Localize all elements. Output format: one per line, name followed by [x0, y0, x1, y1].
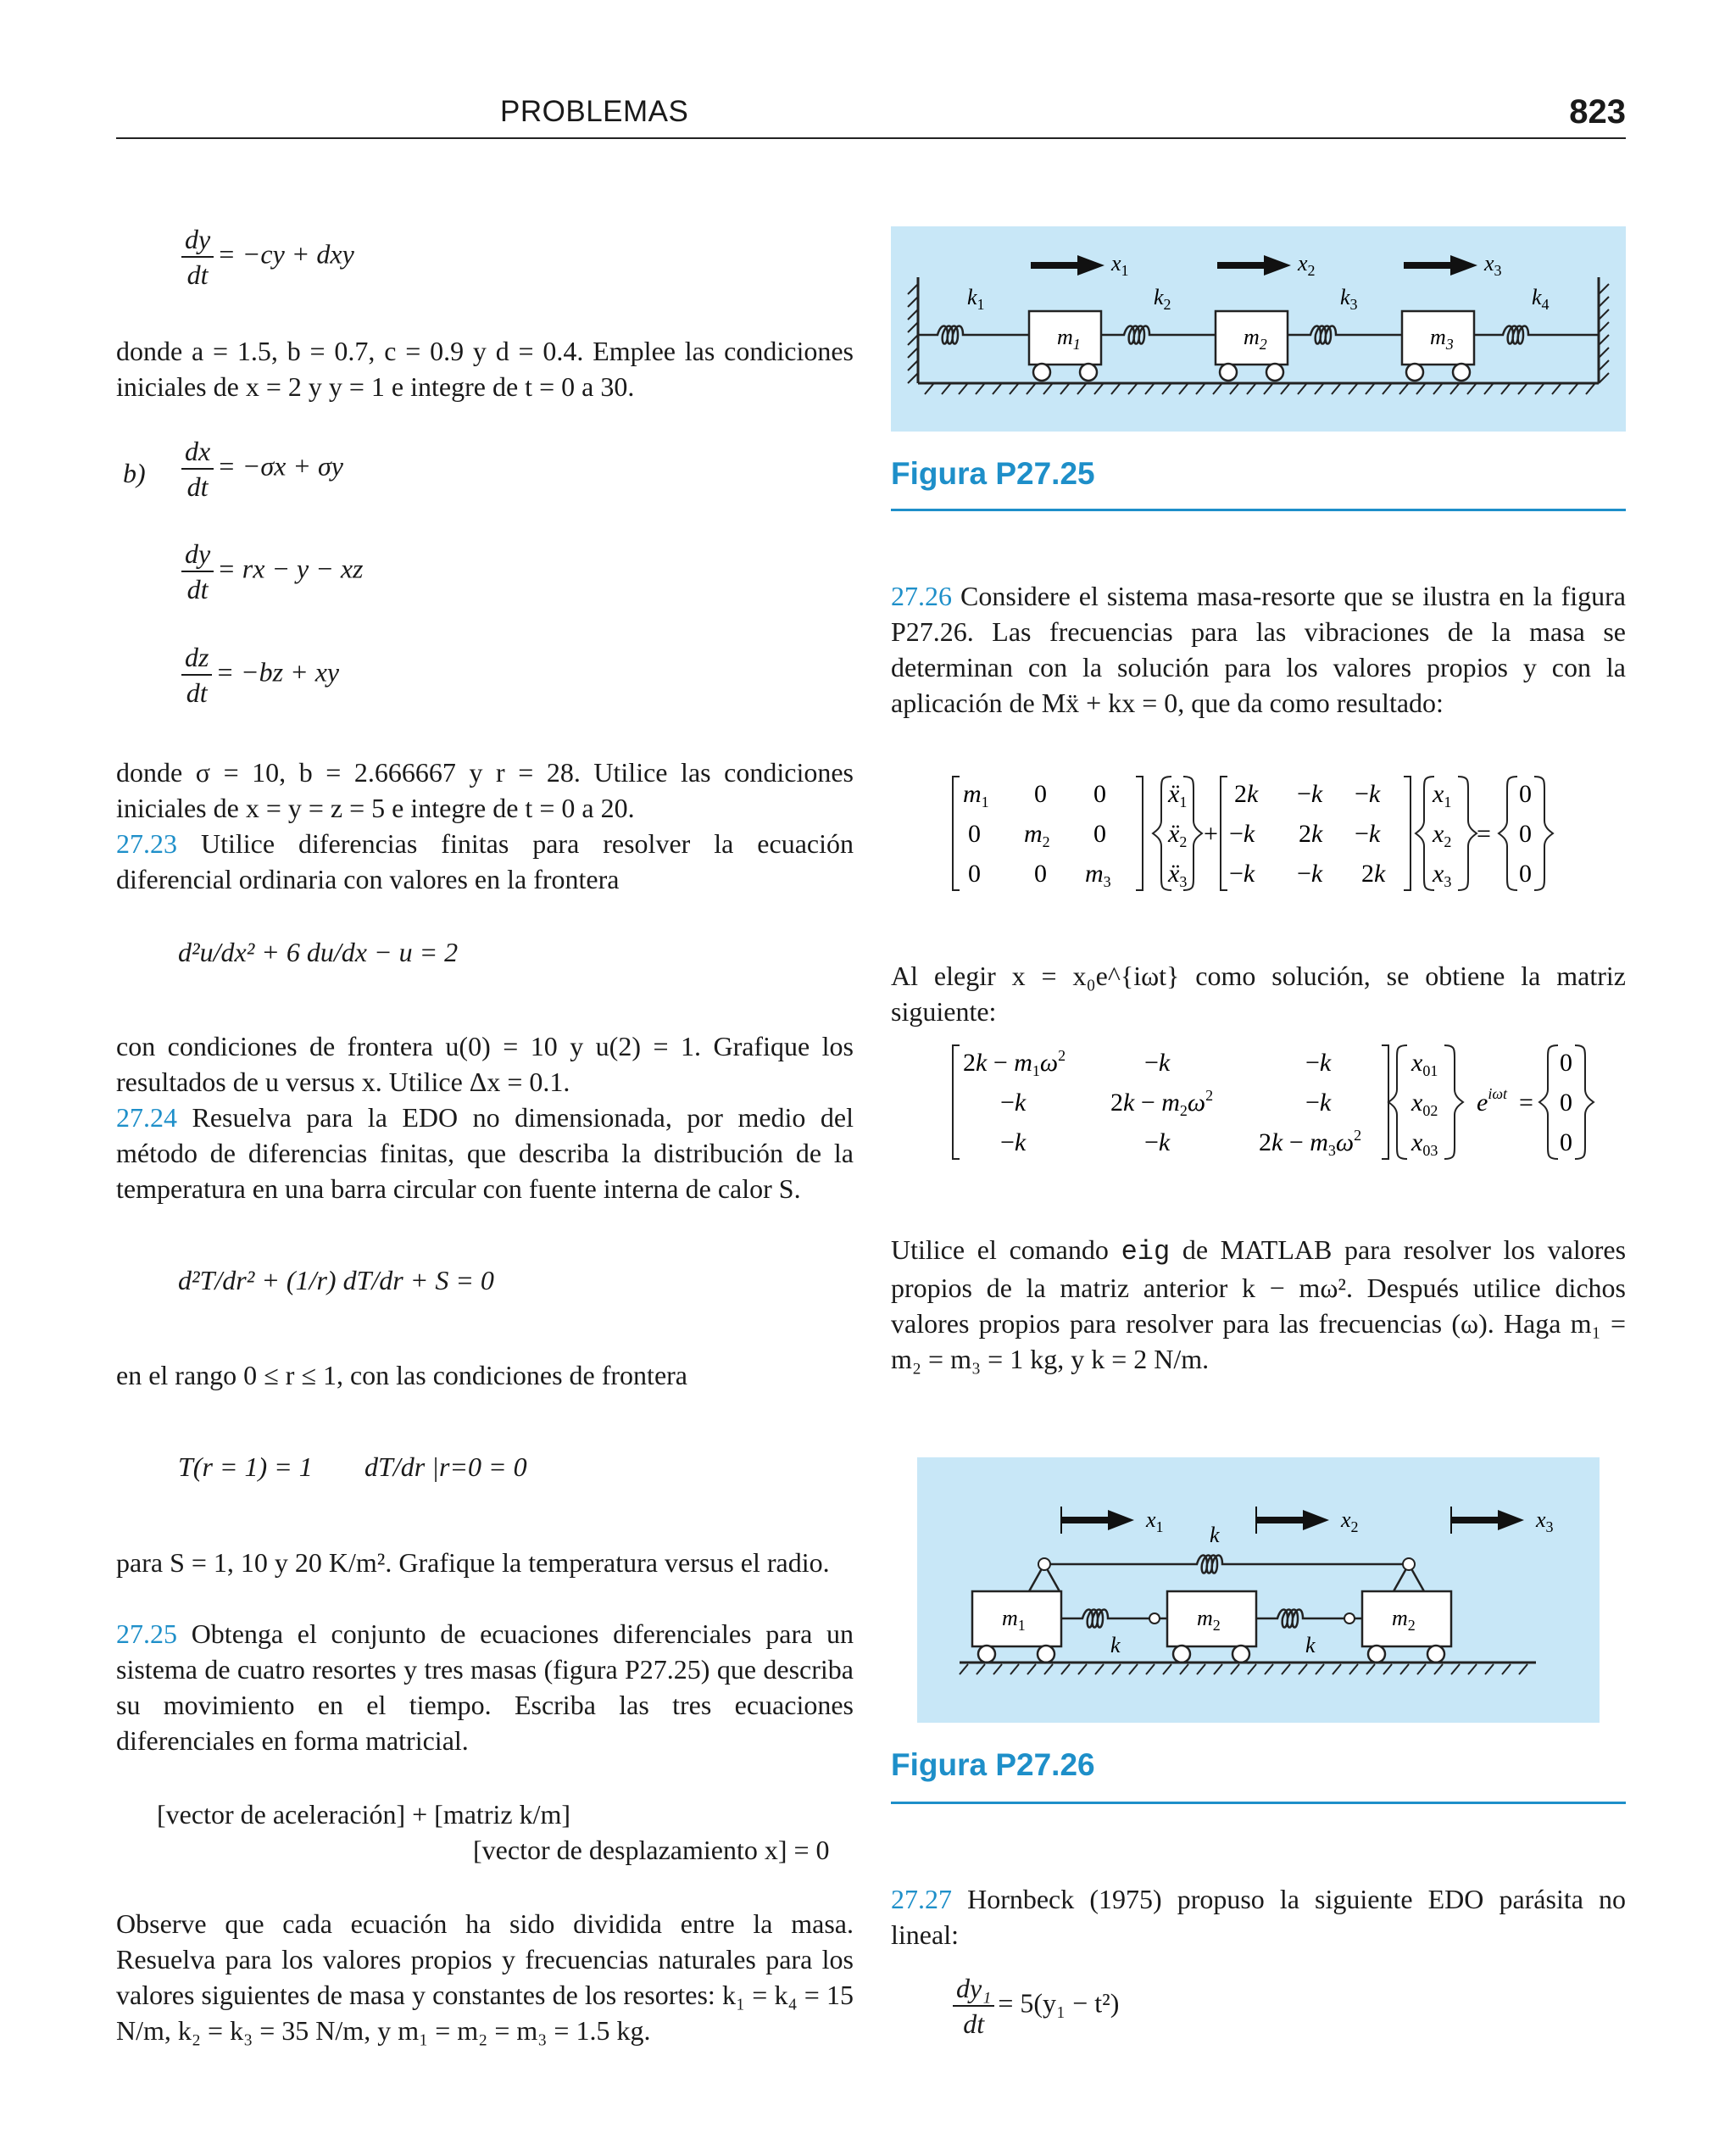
problem-27-25: 27.25 Obtenga el conjunto de ecuaciones diferenciales para un sistema de cuatro resortes y tres masas (figura P27.25) que describa su movimiento en el tiempo. Escriba las tres ecuaciones diferenciales en forma matricial.: [116, 1618, 854, 1756]
spring-mass-diagram-1: [891, 226, 1626, 432]
code-eig: eig: [1121, 1236, 1171, 1267]
svg-text:=: =: [1477, 820, 1491, 848]
vector-equation-line-1: [vector de aceleración] + [matriz k/m]: [157, 1799, 570, 1830]
svg-text:x2: $x_2$: [1433, 820, 1452, 850]
problem-number: 27.23: [116, 828, 177, 859]
svg-text:−k: −k: [1144, 1049, 1171, 1077]
paragraph-range: en el rango 0 ≤ r ≤ 1, con las condiciones de frontera: [116, 1360, 687, 1390]
svg-text:k3: $k_3$: [1340, 285, 1358, 313]
svg-text:x3: $x_3$: [1484, 251, 1502, 279]
svg-text:m2: $m_2$: [1392, 1606, 1416, 1634]
figure-caption-p27-26: Figura P27.26: [891, 1747, 1095, 1782]
problem-27-26: 27.26 Considere el sistema masa-resorte que se ilustra en la figura P27.26. Las frecuencias para las vibraciones de la masa se determinan con la solución para los valores propios y con la aplicación de Mẍ + kx = 0, que da como resultado:: [891, 581, 1626, 718]
problem-number: 27.24: [116, 1102, 177, 1133]
svg-text:0: 0: [1560, 1049, 1572, 1077]
boundary-condition-1: T(r = 1) = 1: [178, 1451, 313, 1482]
svg-text:m2: $m_2$: [1024, 820, 1050, 850]
svg-text:0: 0: [1519, 820, 1532, 848]
svg-text:ẍ1: ẍ$_1$: [1168, 780, 1188, 810]
svg-text:0: 0: [1560, 1089, 1572, 1117]
paragraph-a-conditions: donde a = 1.5, b = 0.7, c = 0.9 y d = 0.4. Emplee las condiciones iniciales de x = 2 y y = 1 e integre de t = 0 a 30.: [116, 336, 854, 402]
equation-dy-dt: $\frac{dy}{dt}$ = −cy + dxy: [178, 222, 354, 292]
svg-text:k2: $k_2$: [1154, 285, 1171, 313]
svg-text:0: 0: [1560, 1128, 1572, 1156]
svg-text:2k − m2ω2: $2k - m_2\omega^2$: [1110, 1087, 1214, 1119]
page-number: 823: [1569, 93, 1626, 131]
svg-text:−k: −k: [1305, 1049, 1332, 1077]
problem-27-27: 27.27 Hornbeck (1975) propuso la siguiente EDO parásita no lineal:: [891, 1884, 1627, 1950]
figure-rule: [891, 509, 1626, 511]
matrix-equation-1: [949, 770, 1560, 897]
svg-text:2k − m3ω2: $2k - m_3\omega^2$: [1259, 1127, 1362, 1159]
svg-text:m3: $m_3$: [1430, 325, 1454, 353]
svg-text:m3: $m_3$: [1085, 860, 1111, 890]
problem-number: 27.26: [891, 581, 952, 611]
svg-text:k: k: [1110, 1633, 1121, 1657]
svg-text:0: 0: [1093, 820, 1106, 848]
svg-text:−k: −k: [1297, 780, 1323, 808]
svg-text:0: 0: [1034, 860, 1047, 888]
problem-number: 27.27: [891, 1884, 952, 1914]
svg-text:m2: $m_2$: [1197, 1606, 1221, 1634]
svg-text:2k − m1ω2: $2k - m_1\omega^2$: [963, 1047, 1066, 1079]
svg-text:m2: $m_2$: [1244, 325, 1267, 353]
svg-text:x03: $x_{03}$: [1411, 1128, 1438, 1159]
paragraph-solution-choice: Al elegir x = x₀e^{iωt} como solución, se obtiene la matriz siguiente:: [891, 961, 1626, 1027]
svg-text:m1: $m_1$: [963, 780, 989, 810]
svg-text:k: k: [1305, 1633, 1316, 1657]
paragraph-b-conditions: donde σ = 10, b = 2.666667 y r = 28. Utilice las condiciones iniciales de x = y = z = 5 e integre de t = 0 a 20.: [116, 757, 854, 823]
svg-text:x1: $x_1$: [1146, 1507, 1164, 1535]
equation-27-23: d²u/dx² + 6 du/dx − u = 2: [178, 937, 459, 967]
svg-text:0: 0: [1034, 780, 1047, 808]
vector-equation-line-2: [vector de desplazamiento x] = 0: [473, 1835, 830, 1865]
header-rule: [116, 137, 1626, 139]
svg-text:2k: 2k: [1361, 860, 1386, 888]
paragraph-27-23-conditions: con condiciones de frontera u(0) = 10 y u(2) = 1. Grafique los resultados de u versus x. Utilice Δx = 0.1.: [116, 1031, 854, 1097]
svg-text:k: k: [1210, 1523, 1220, 1547]
svg-text:x02: $x_{02}$: [1411, 1089, 1438, 1119]
svg-text:0: 0: [1519, 860, 1532, 888]
svg-text:0: 0: [968, 820, 981, 848]
svg-text:−k: −k: [1355, 780, 1381, 808]
paragraph-eig-instructions: Utilice el comando eig de MATLAB para resolver los valores propios de la matriz anterior k − mω². Después utilice dichos valores propios para resolver para las frecuencias (ω). Haga m₁ = m₂ = m₃ = 1 kg, y k = 2 N/m.: [891, 1234, 1627, 1374]
svg-text:−k: −k: [1000, 1128, 1027, 1156]
equation-dx-dt: $\frac{dx}{dt}$ = −σx + σy: [178, 434, 343, 504]
part-b-label: b): [123, 458, 146, 488]
svg-text:=: =: [1519, 1089, 1533, 1117]
svg-text:m1: $m_1$: [1057, 325, 1081, 353]
svg-text:−k: −k: [1229, 860, 1255, 888]
svg-text:x3: $x_3$: [1433, 860, 1452, 890]
svg-text:k4: $k_4$: [1532, 285, 1550, 313]
svg-text:x2: $x_2$: [1298, 251, 1316, 279]
svg-text:2k: 2k: [1299, 820, 1323, 848]
svg-text:eiωt: $e^{i\omega t}$: [1477, 1085, 1508, 1117]
svg-text:−k: −k: [1355, 820, 1381, 848]
svg-text:x3: $x_3$: [1536, 1507, 1554, 1535]
problem-27-23: 27.23 Utilice diferencias finitas para resolver la ecuación diferencial ordinaria con valores en la frontera: [116, 828, 854, 894]
svg-text:−k: −k: [1144, 1128, 1171, 1156]
problem-number: 27.25: [116, 1618, 177, 1649]
svg-text:−k: −k: [1305, 1089, 1332, 1117]
svg-text:ẍ3: ẍ$_3$: [1168, 860, 1188, 890]
svg-text:+: +: [1204, 820, 1218, 848]
svg-text:0: 0: [1519, 780, 1532, 808]
boundary-condition-2: dT/dr |r=0 = 0: [364, 1451, 527, 1482]
svg-text:x2: $x_2$: [1341, 1507, 1359, 1535]
paragraph-27-25-values: Observe que cada ecuación ha sido dividida entre la masa. Resuelva para los valores propios y frecuencias naturales para los valores siguientes de masa y constantes de los resortes: k₁ = k₄ = 15 N/m, k₂ = k₃ = 35 N/m, y m₁ = m₂ = m₃ = 1.5 kg.: [116, 1908, 854, 2046]
svg-text:0: 0: [1093, 780, 1106, 808]
equation-27-27: $\frac{\text{dy₁}}{dt}$ = 5(y₁ − t²): [949, 1971, 1119, 2041]
equation-dz-dt: $\frac{dz}{dt}$ = −bz + xy: [178, 640, 339, 710]
svg-text:2k: 2k: [1234, 780, 1259, 808]
svg-text:ẍ2: ẍ$_2$: [1168, 820, 1188, 850]
svg-text:x1: $x_1$: [1433, 780, 1452, 810]
paragraph-27-24-conditions: para S = 1, 10 y 20 K/m². Grafique la temperatura versus el radio.: [116, 1547, 830, 1578]
svg-text:m1: $m_1$: [1002, 1606, 1026, 1634]
svg-text:−k: −k: [1229, 820, 1255, 848]
figure-rule: [891, 1802, 1626, 1804]
matrix-equation-2: [949, 1039, 1602, 1166]
svg-text:0: 0: [968, 860, 981, 888]
figure-caption-p27-25: Figura P27.25: [891, 456, 1095, 491]
spring-mass-diagram-2: [917, 1457, 1600, 1723]
problem-27-24: 27.24 Resuelva para la EDO no dimensionada, por medio del método de diferencias finitas, que describa la distribución de la temperatura en una barra circular con fuente interna de calor S.: [116, 1102, 854, 1204]
svg-text:x01: $x_{01}$: [1411, 1049, 1438, 1079]
svg-text:k1: $k_1$: [967, 285, 985, 313]
svg-text:−k: −k: [1297, 860, 1323, 888]
figure-p27-26: [917, 1457, 1600, 1723]
running-header: PROBLEMAS: [500, 95, 689, 128]
equation-27-24: d²T/dr² + (1/r) dT/dr + S = 0: [178, 1265, 494, 1295]
figure-p27-25: [891, 226, 1626, 432]
equation-dy-dt-b: $\frac{dy}{dt}$ = rx − y − xz: [178, 537, 364, 606]
svg-text:x1: $x_1$: [1111, 251, 1129, 279]
svg-text:−k: −k: [1000, 1089, 1027, 1117]
